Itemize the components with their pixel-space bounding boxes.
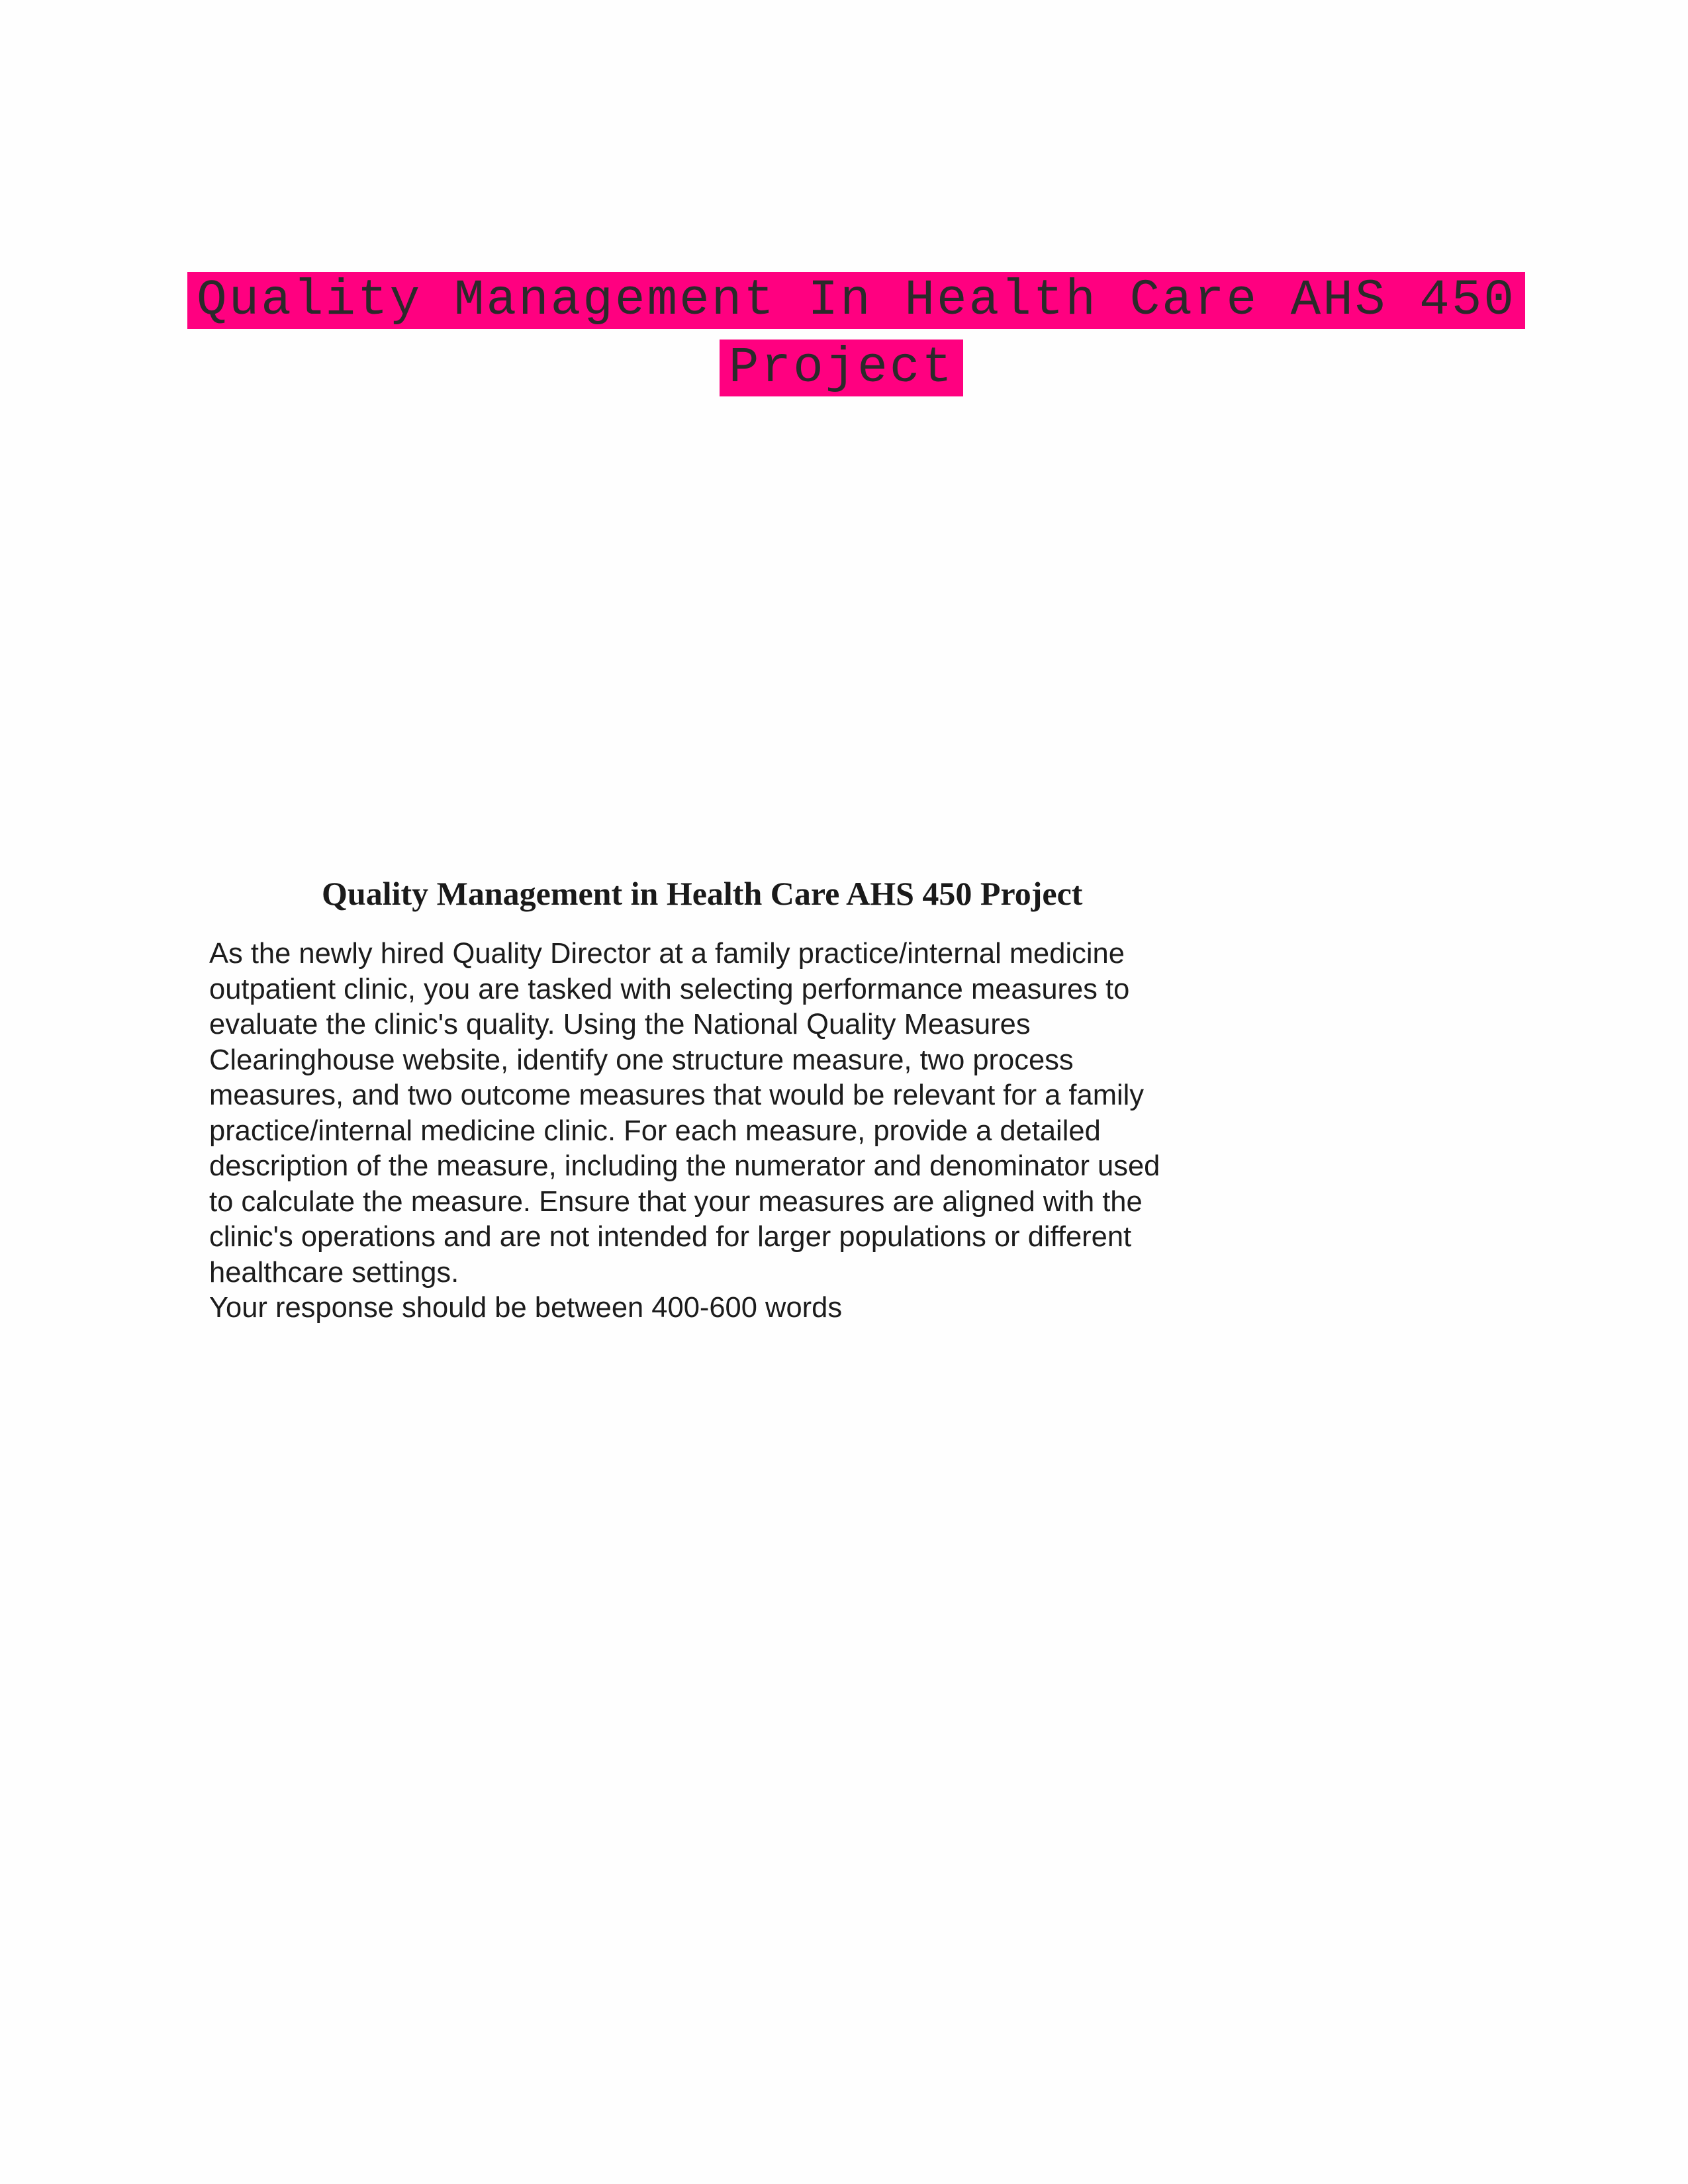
prompt-heading: Quality Management in Health Care AHS 450 Project: [322, 875, 1083, 912]
prompt-line: to calculate the measure. Ensure that your measures are aligned with the: [209, 1185, 1143, 1218]
prompt-body: [209, 936, 1242, 1326]
word-count-note: Your response should be between 400-600 words: [209, 1292, 843, 1324]
prompt-line: outpatient clinic, you are tasked with selecting performance measures to: [209, 973, 1130, 1005]
prompt-line: Clearinghouse website, identify one structure measure, two process: [209, 1044, 1074, 1076]
prompt-line: evaluate the clinic's quality. Using the National Quality Measures: [209, 1009, 1031, 1040]
prompt-line: clinic's operations and are not intended for larger populations or different: [209, 1221, 1132, 1253]
highlighted-title: [187, 267, 1516, 402]
prompt-line: healthcare settings.: [209, 1256, 459, 1289]
prompt-line: As the newly hired Quality Director at a family practice/internal medicine: [209, 938, 1125, 970]
title-line-1: Quality Management In Health Care AHS 450: [187, 272, 1525, 329]
prompt-line: measures, and two outcome measures that would be relevant for a family: [209, 1079, 1145, 1111]
assignment-prompt-image: [209, 874, 1242, 1326]
prompt-line: description of the measure, including the numerator and denominator used: [209, 1150, 1160, 1182]
title-line-2: Project: [720, 340, 963, 396]
prompt-line: practice/internal medicine clinic. For each measure, provide a detailed: [209, 1115, 1101, 1147]
